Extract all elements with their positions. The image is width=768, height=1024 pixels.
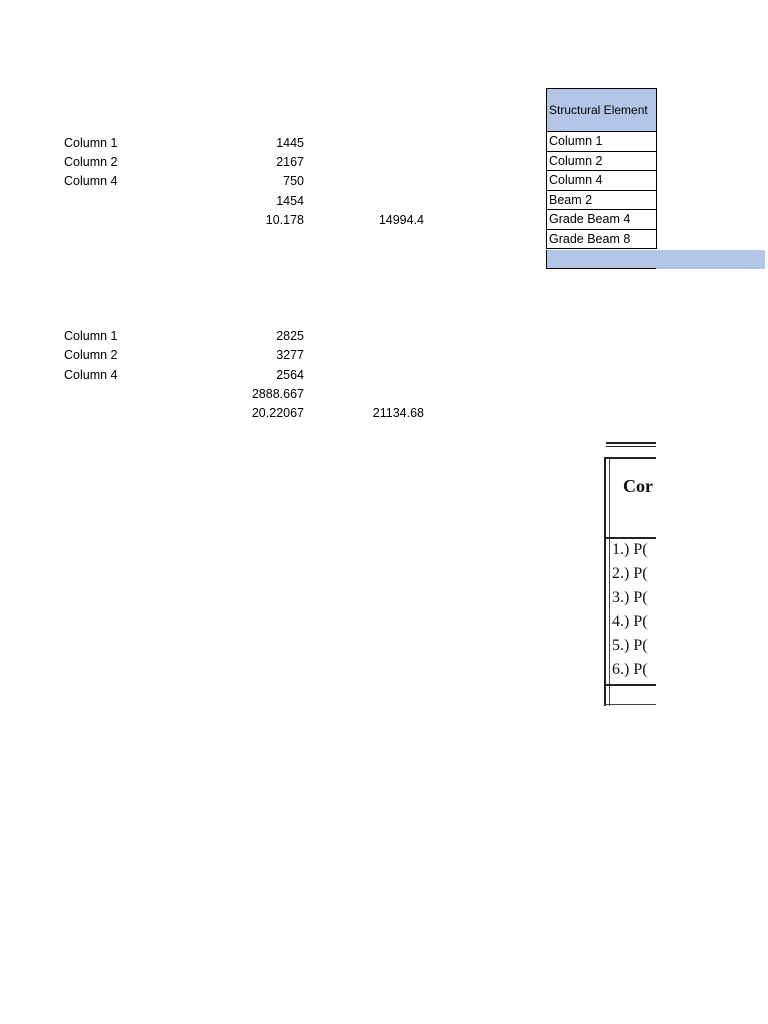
scanned-table-image [604, 440, 656, 706]
structural-element-header[interactable]: Structural Element [547, 88, 657, 132]
scan-row-text: 1.) P( [612, 541, 648, 558]
scan-row-text: 4.) P( [612, 613, 648, 630]
scan-row-text: 5.) P( [612, 637, 648, 654]
structural-element-row[interactable]: Beam 2 [547, 191, 657, 211]
structural-element-row[interactable]: Column 1 [547, 132, 657, 152]
group2-row-value[interactable]: 2888.667 [251, 387, 304, 401]
scan-bottom-rule [604, 684, 656, 686]
group2-row-extra[interactable]: 21134.68 [372, 406, 424, 420]
scan-row-text: 6.) P( [612, 661, 648, 678]
group2-row-value[interactable]: 3277 [276, 348, 304, 362]
group2-row-value[interactable]: 2825 [276, 329, 304, 343]
structural-element-row[interactable]: Grade Beam 8 [547, 230, 657, 250]
scan-row-text: 2.) P( [612, 565, 648, 582]
structural-element-row[interactable]: Grade Beam 4 [547, 210, 657, 230]
group1-row-label[interactable]: Column 1 [64, 136, 118, 150]
scan-row-text: 3.) P( [612, 589, 648, 606]
scan-header-rule [604, 537, 656, 539]
group1-row-extra[interactable]: 14994.4 [378, 213, 424, 227]
group1-row-value[interactable]: 10.178 [265, 213, 304, 227]
scan-frame-top [604, 457, 656, 459]
structural-element-empty-row[interactable] [546, 250, 656, 269]
structural-element-table [546, 88, 657, 249]
scan-end-rule [604, 704, 656, 705]
structural-element-row[interactable]: Column 4 [547, 171, 657, 191]
scan-frame-left [604, 457, 606, 706]
scan-top-rule-thin [606, 446, 656, 447]
scan-frame-inner [609, 457, 610, 706]
structural-element-row[interactable]: Column 2 [547, 152, 657, 172]
group1-row-label[interactable]: Column 2 [64, 155, 118, 169]
group1-row-value[interactable]: 1445 [276, 136, 304, 150]
group2-row-label[interactable]: Column 4 [64, 368, 118, 382]
scan-top-rule [606, 442, 656, 444]
group1-row-value[interactable]: 2167 [276, 155, 304, 169]
group2-row-label[interactable]: Column 1 [64, 329, 118, 343]
group2-row-value[interactable]: 20.22067 [251, 406, 304, 420]
group2-row-label[interactable]: Column 2 [64, 348, 118, 362]
group2-row-value[interactable]: 2564 [276, 368, 304, 382]
group1-row-value[interactable]: 750 [283, 174, 304, 188]
scan-header-text: Cor [623, 476, 653, 496]
group1-row-label[interactable]: Column 4 [64, 174, 118, 188]
group1-row-value[interactable]: 1454 [276, 194, 304, 208]
